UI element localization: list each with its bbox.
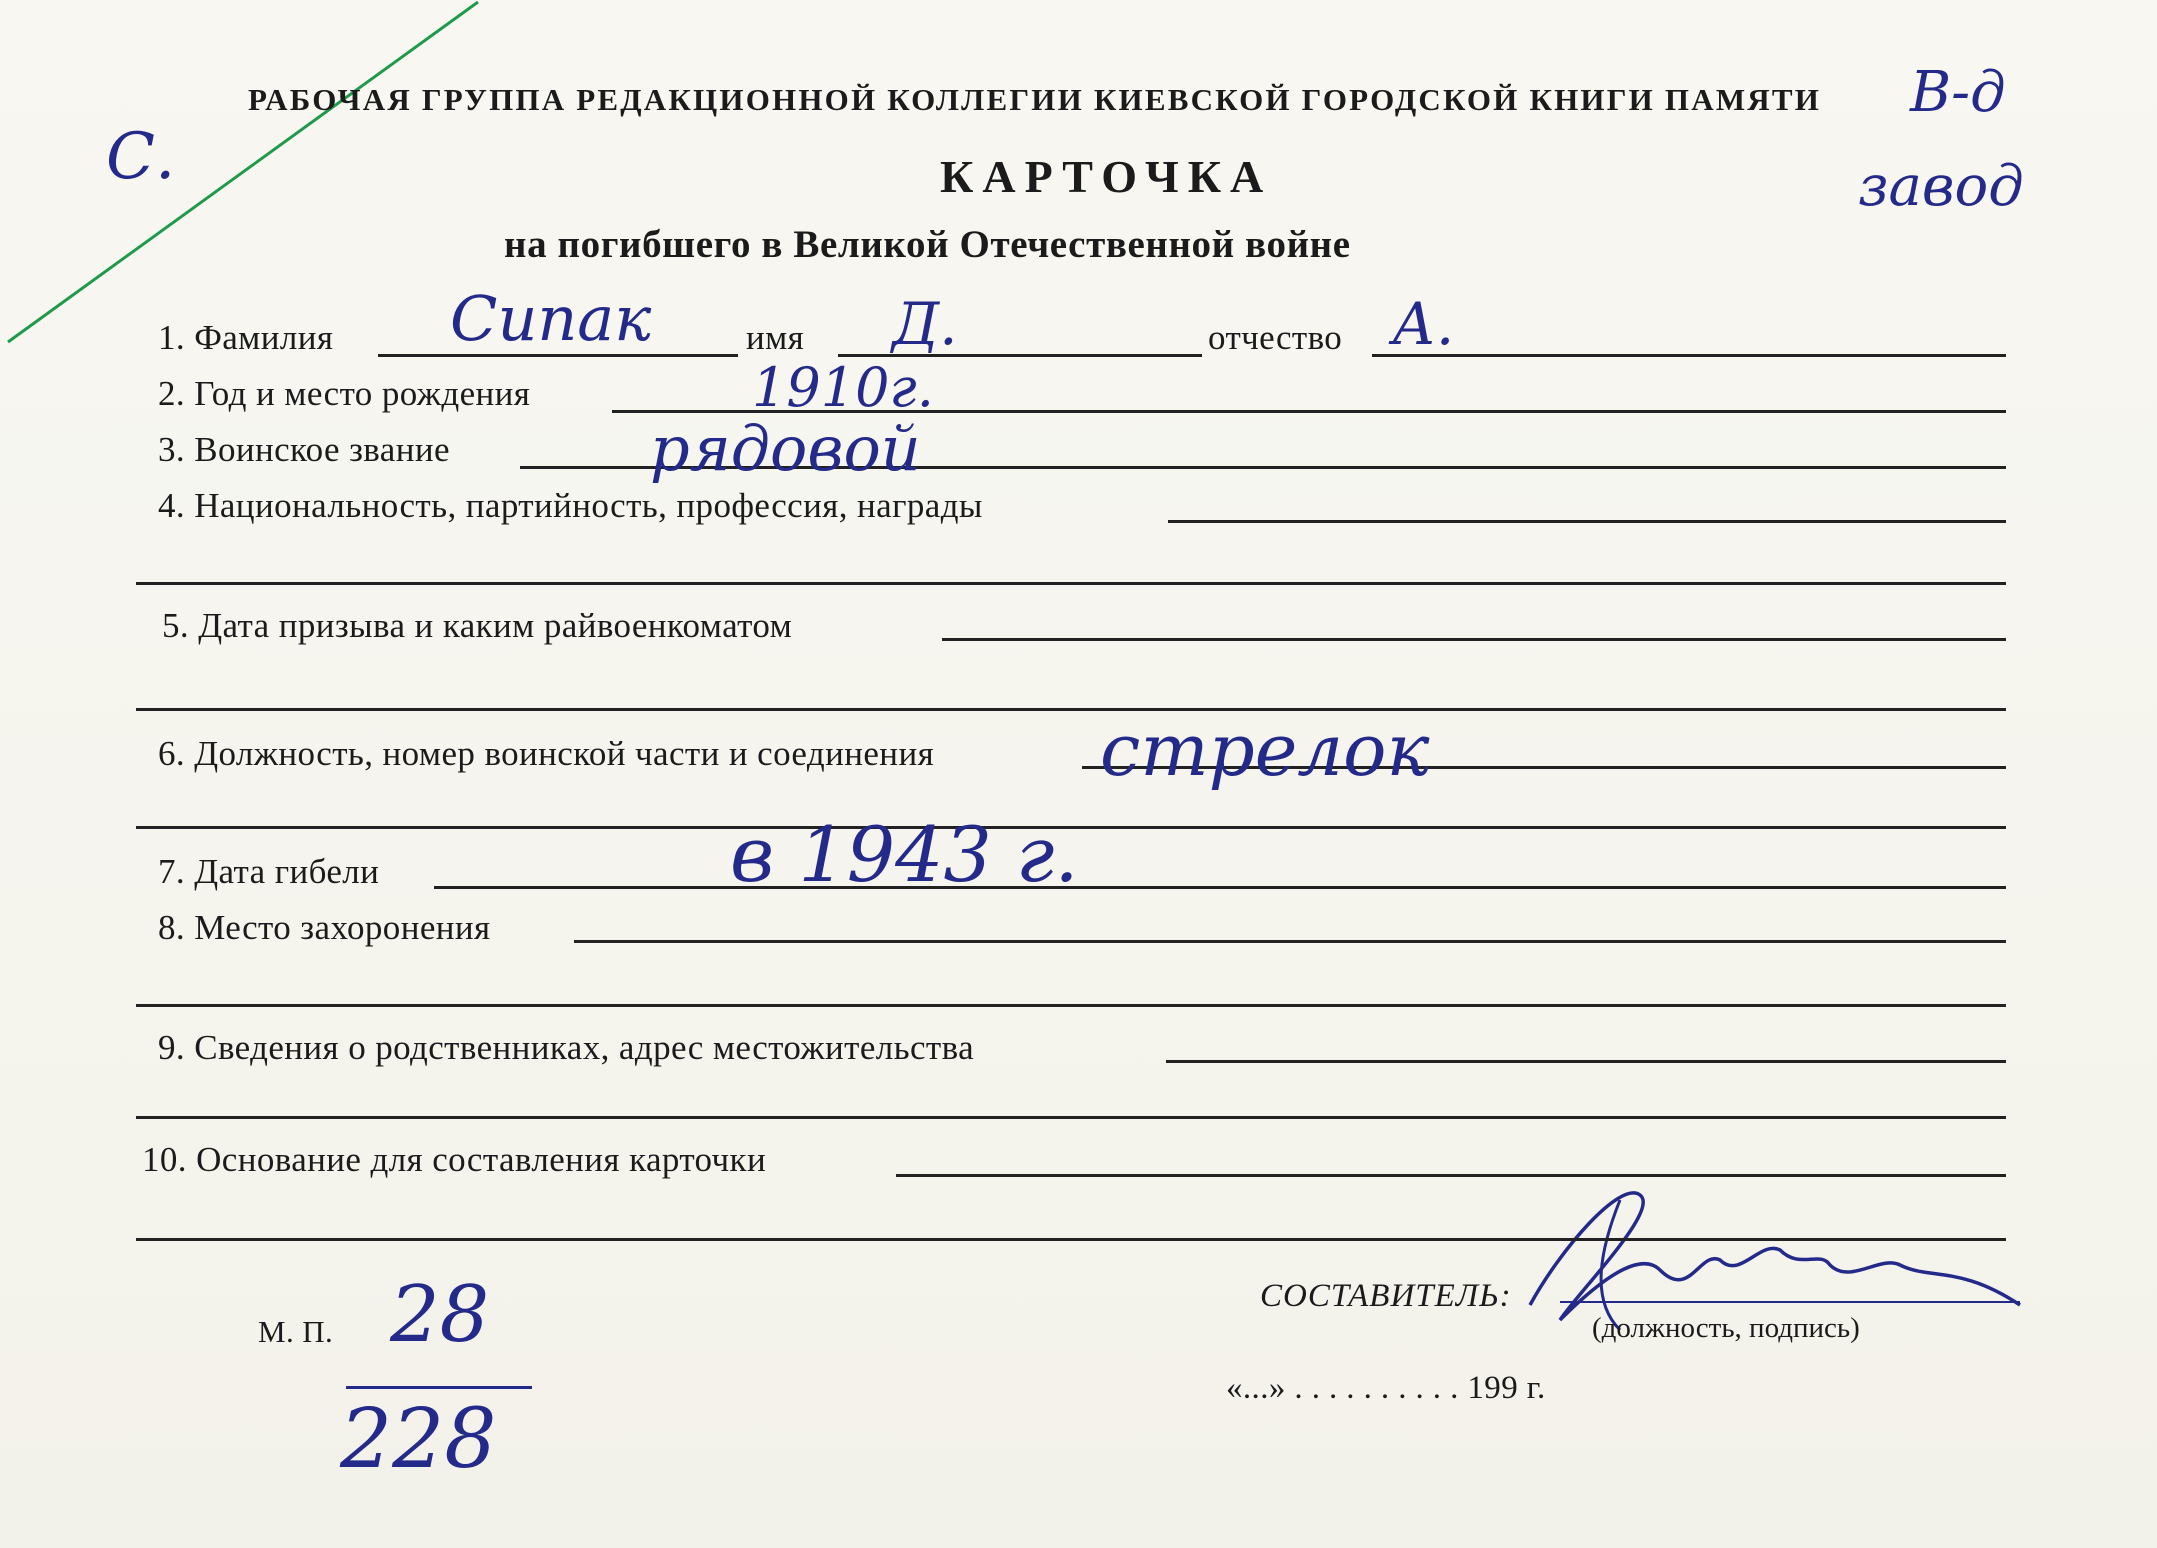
relatives-line bbox=[1166, 1060, 2006, 1063]
death-label: 7. Дата гибели bbox=[158, 852, 380, 891]
nationality-label: 4. Национальность, партийность, профессия, награды bbox=[158, 486, 983, 525]
burial-line-2 bbox=[136, 1004, 2006, 1007]
patronymic-label: отчество bbox=[1208, 318, 1343, 357]
conscription-line-2 bbox=[136, 708, 2006, 711]
patronymic-line bbox=[1372, 354, 2006, 357]
position-label: 6. Должность, номер воинской части и соединения bbox=[158, 734, 935, 773]
nationality-line-2 bbox=[136, 582, 2006, 585]
handwritten-corner-right-2: завод bbox=[1858, 154, 2024, 219]
handwritten-surname: Сипак bbox=[450, 282, 652, 355]
handwritten-birth-year: 1910г. bbox=[752, 356, 934, 419]
basis-line bbox=[896, 1174, 2006, 1177]
burial-line bbox=[574, 940, 2006, 943]
conscription-line bbox=[942, 638, 2006, 641]
handwritten-corner-left: С. bbox=[106, 120, 176, 194]
handwritten-mp-denominator: 228 bbox=[340, 1392, 497, 1487]
green-pen-stroke bbox=[8, 2, 478, 342]
handwritten-position: стрелок bbox=[1100, 708, 1430, 792]
basis-label: 10. Основание для составления карточки bbox=[142, 1140, 767, 1179]
basis-line-2 bbox=[136, 1238, 2006, 1241]
card-subtitle: на погибшего в Великой Отечественной войне bbox=[504, 223, 1351, 266]
card-title: КАРТОЧКА bbox=[940, 151, 1273, 202]
handwritten-rank: рядовой bbox=[650, 412, 921, 485]
compiler-label: СОСТАВИТЕЛЬ: bbox=[1260, 1278, 1512, 1314]
handwritten-death-date: в 1943 г. bbox=[730, 810, 1079, 899]
death-line bbox=[434, 886, 2006, 889]
rank-label: 3. Воинское звание bbox=[158, 430, 450, 469]
handwritten-corner-right-1: В-д bbox=[1910, 60, 2006, 125]
relatives-line-2 bbox=[136, 1116, 2006, 1119]
burial-label: 8. Место захоронения bbox=[158, 908, 491, 947]
nationality-line bbox=[1168, 520, 2006, 523]
name-label: имя bbox=[746, 318, 805, 357]
handwritten-mp-numerator: 28 bbox=[390, 1270, 490, 1360]
compiler-hint: (должность, подпись) bbox=[1592, 1312, 1860, 1344]
date-line: «...» . . . . . . . . . . 199 г. bbox=[1226, 1370, 1546, 1406]
fraction-bar bbox=[346, 1386, 532, 1389]
handwritten-patronymic: А. bbox=[1392, 290, 1455, 358]
birth-label: 2. Год и место рождения bbox=[158, 374, 531, 413]
relatives-label: 9. Сведения о родственниках, адрес местожительства bbox=[158, 1028, 975, 1067]
card-header: РАБОЧАЯ ГРУППА РЕДАКЦИОННОЙ КОЛЛЕГИИ КИЕВСКОЙ ГОРОДСКОЙ КНИГИ ПАМЯТИ bbox=[248, 82, 1822, 117]
conscription-label: 5. Дата призыва и каким райвоенкоматом bbox=[162, 606, 793, 645]
surname-label: 1. Фамилия bbox=[158, 318, 334, 357]
mp-label: М. П. bbox=[258, 1314, 334, 1349]
handwritten-name: Д. bbox=[892, 290, 958, 358]
